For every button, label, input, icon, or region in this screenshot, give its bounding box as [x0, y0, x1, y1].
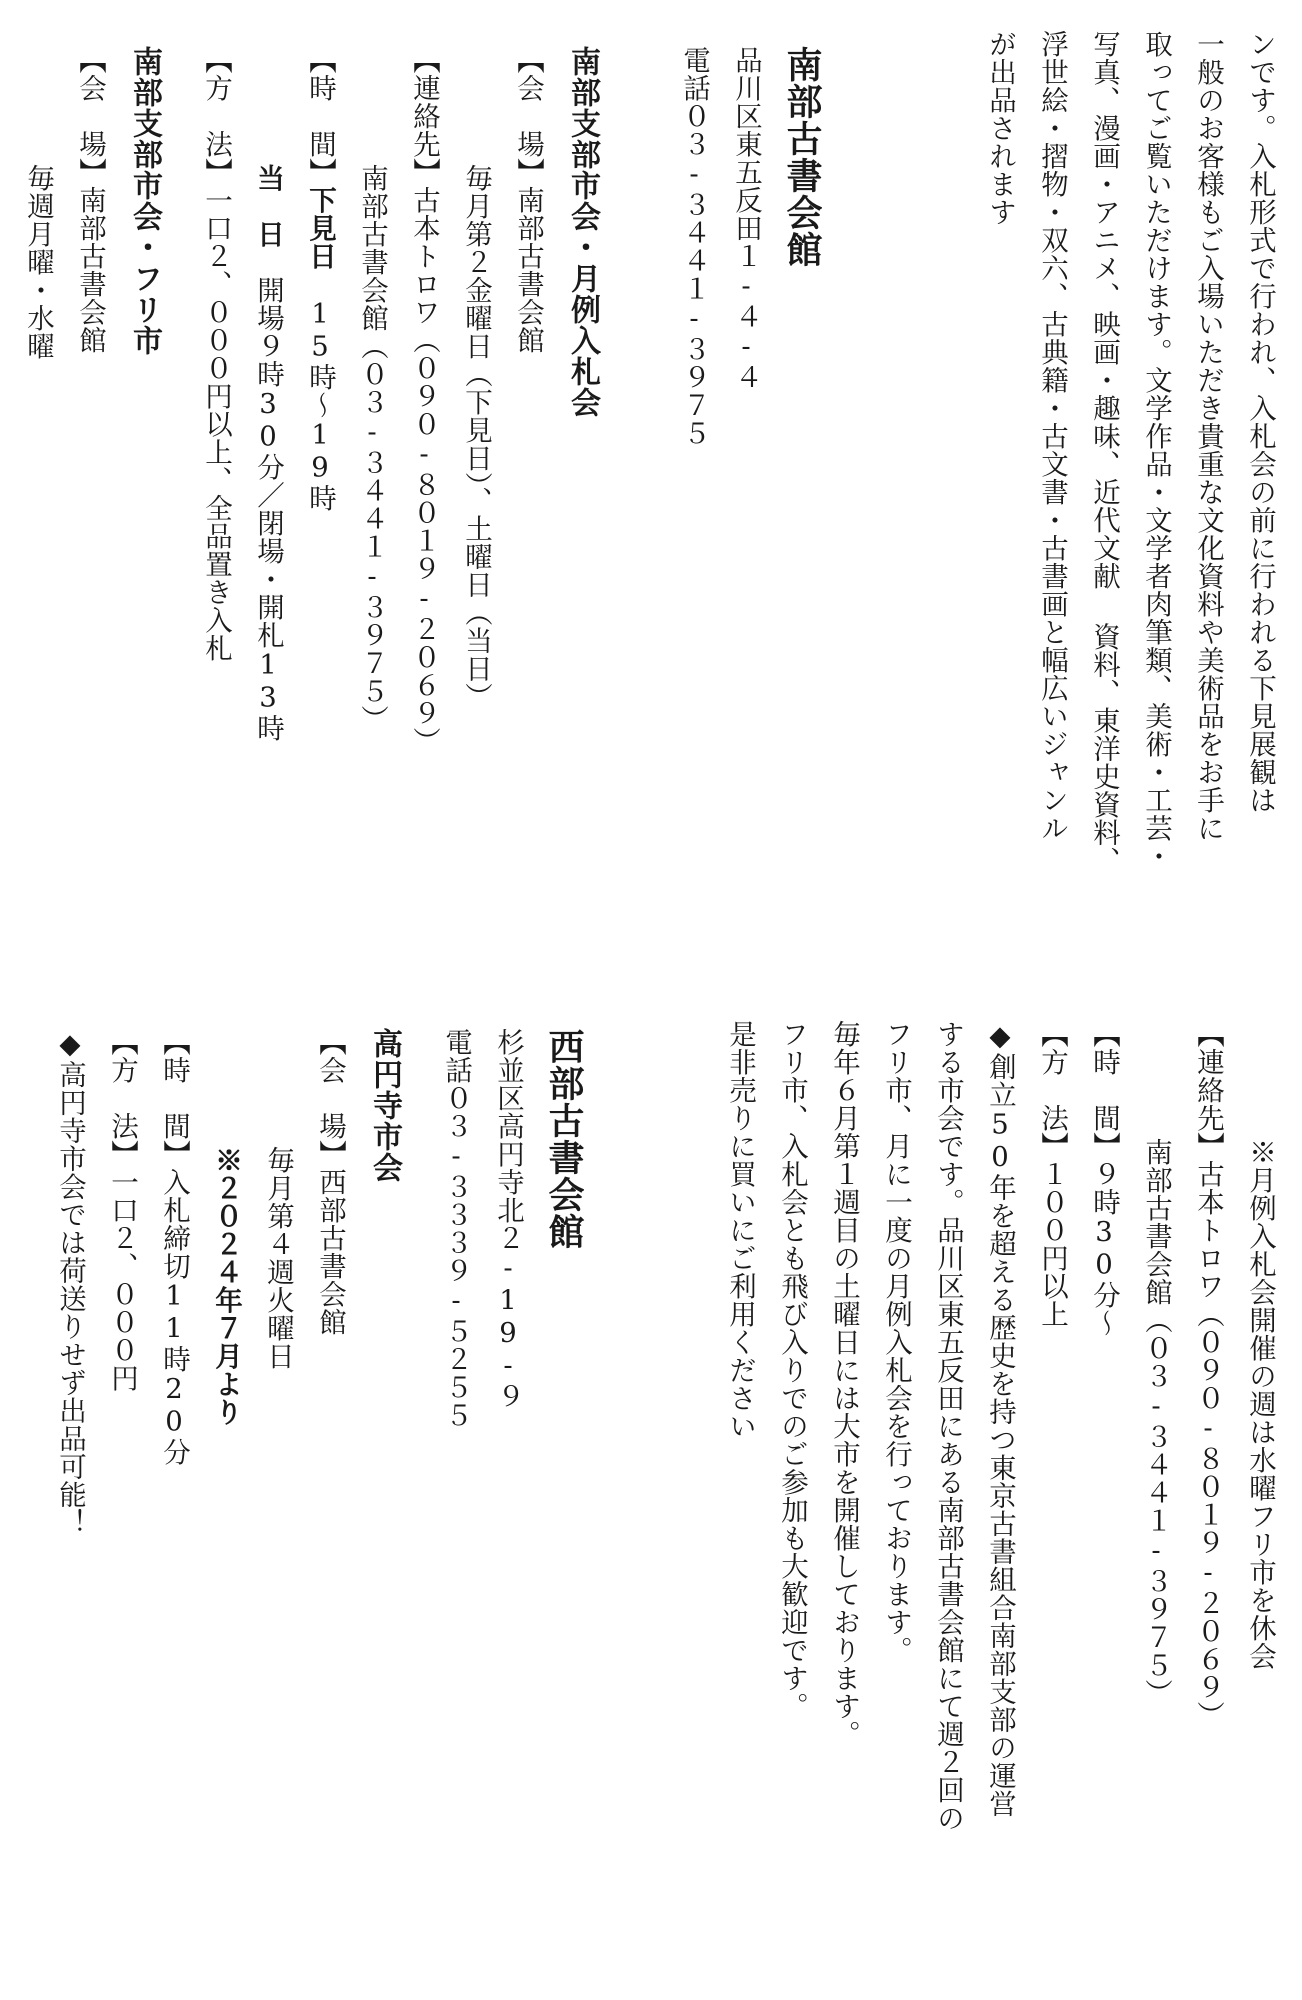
section-heading: 高円寺市会 [367, 1028, 402, 1183]
time-sub-value: 15時〜19時 [304, 298, 336, 512]
contact-line: 【連絡先】古本トロワ（０９０-８０１９-２０６９） [1192, 1020, 1224, 1729]
description-line: する市会です。品川区東五反田にある南部古書会館にて週２回の [932, 1020, 964, 1832]
method-line: 【方 法】一口２、０００円 [106, 1028, 138, 1392]
venue-line: 【会 場】南部古書会館 [74, 46, 106, 354]
section-heading: 南部支部市会・フリ市 [127, 46, 162, 356]
time-line [242, 46, 294, 755]
description-line: フリ市、月に一度の月例入札会を行っております。 [880, 1020, 912, 1664]
venue-line: 【会 場】西部古書会館 [314, 1028, 346, 1336]
time-line: 【時 間】入札締切11時20分 [158, 1028, 190, 1466]
description-line: 是非売りに買いにご利用ください [724, 1020, 756, 1440]
furiichi-detail-section [714, 1020, 1286, 1832]
time-line: 【時 間】９時30分〜 [1088, 1020, 1120, 1337]
method-line: 【方 法】１００円以上 [1036, 1020, 1068, 1328]
description-line: 毎年６月第１週目の土曜日には大市を開催しております。 [828, 1020, 860, 1748]
time-label: 【時 間】 [304, 46, 336, 186]
nanbu-kaikan-section [668, 46, 832, 447]
section-heading: 南部古書会館 [781, 46, 823, 268]
intro-line: が出品されます [984, 30, 1016, 226]
method-line: 【方 法】一口２、０００円以上、全品置き入札 [200, 46, 232, 662]
intro-line: 一般のお客様もご入場いただき貴重な文化資料や美術品をお手に [1192, 30, 1224, 842]
section-heading: 南部支部市会・月例入札会 [565, 46, 600, 418]
section-heading: 西部古書会館 [543, 1028, 585, 1250]
contact-line: 南部古書会館（０３-３４４１-３９７５） [356, 164, 388, 733]
schedule-line: 毎週月曜・水曜 [22, 164, 54, 360]
intro-paragraph [974, 30, 1286, 875]
time-line [294, 46, 346, 755]
koenji-section [44, 1028, 412, 1537]
intro-line: 写真、漫画・アニメ、映画・趣味、近代文献 資料、東洋史資料、 [1088, 30, 1120, 875]
contact-line: 南部古書会館（０３-３４４１-３９７５） [1140, 1138, 1172, 1707]
time-sub-value: 開場９時30分／閉場・開札13時 [252, 276, 284, 742]
intro-line: 取ってご覧いただけます。文学作品・文学者肉筆類、美術・工芸・ [1140, 30, 1172, 870]
note-line: ※月例入札会開催の週は水曜フリ市を休会 [1244, 1138, 1276, 1670]
phone-number: 電話０３-３４４１-３９７５ [678, 46, 710, 447]
venue-line: 【会 場】南部古書会館 [512, 46, 544, 354]
schedule-line: 毎月第２金曜日（下見日）、土曜日（当日） [460, 164, 492, 711]
notice-line: ※２０２４年７月より [210, 1146, 242, 1426]
furiichi-section [12, 46, 172, 360]
address: 品川区東五反田１-４-４ [730, 46, 762, 391]
intro-line: ンです。入札形式で行われ、入札会の前に行われる下見展観は [1244, 30, 1276, 814]
intro-line: 浮世絵・摺物・双六、古典籍・古文書・古書画と幅広いジャンル [1036, 30, 1068, 842]
description-line: フリ市、入札会とも飛び入りでのご参加も大歓迎です。 [776, 1020, 808, 1720]
time-sub-label: 当 日 [252, 164, 284, 248]
description-line: ◆創立50年を超える歴史を持つ東京古書組合南部支部の運営 [984, 1020, 1016, 1818]
contact-line: 【連絡先】古本トロワ（０９０-８０１９-２０６９） [408, 46, 440, 755]
address: 杉並区高円寺北２-19-９ [492, 1028, 524, 1410]
schedule-line: 毎月第４週火曜日 [262, 1146, 294, 1370]
time-sub-label: 下見日 [304, 186, 336, 270]
getsurei-section [190, 46, 610, 755]
note-line: ◆高円寺市会では荷送りせず出品可能！ [54, 1028, 86, 1537]
nishibu-kaikan-section [430, 1028, 594, 1429]
phone-number: 電話０３-３３３９-５２５５ [440, 1028, 472, 1429]
